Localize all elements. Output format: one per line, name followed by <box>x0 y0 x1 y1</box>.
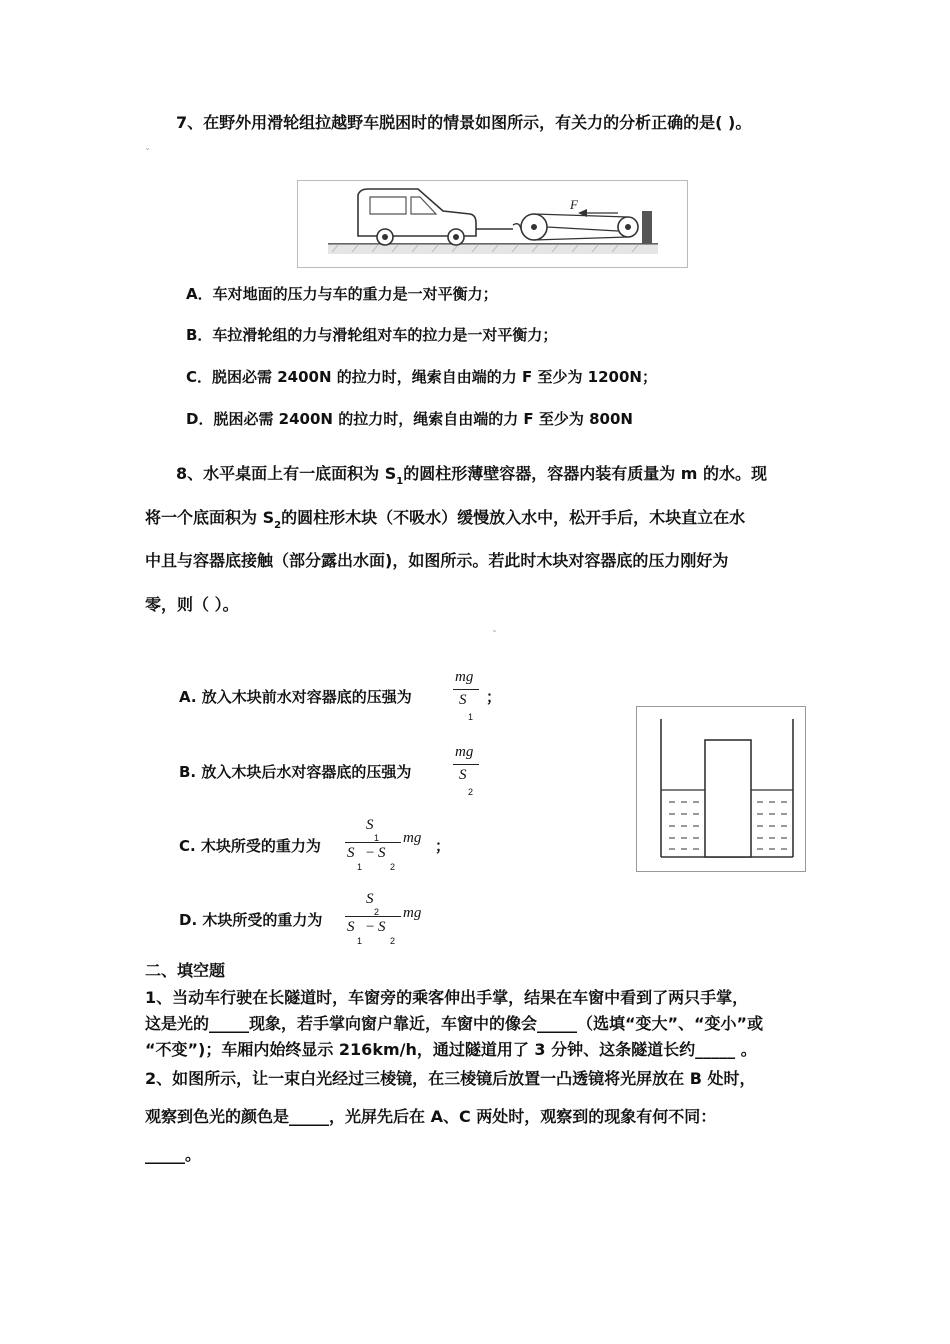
fill-q1-line-1: 1、当动车行驶在长隧道时，车窗旁的乘客伸出手掌，结果在车窗中看到了两只手掌， <box>145 988 749 1007</box>
fraction-c-bar <box>345 842 401 843</box>
fraction-b-numerator: mg <box>455 744 474 760</box>
force-label: F <box>570 197 578 212</box>
fraction-b-bar <box>453 764 479 765</box>
q7-option-c: C．脱困必需 2400N 的拉力时，绳索自由端的力 F 至少为 1200N； <box>186 368 657 386</box>
q8-line-2: 将一个底面积为 $S_2$的圆柱形木块（不吸水）缓慢放入水中，松开手后，木块直立在水 <box>145 508 746 531</box>
q8-option-c: C. 木块所受的重力为 <box>179 837 321 855</box>
q8-line-1: 8、水平桌面上有一底面积为 $S_1$的圆柱形薄壁容器，容器内装有质量为 m 的水。现 <box>176 464 768 487</box>
q8-option-a: A. 放入木块前水对容器底的压强为 <box>179 688 412 706</box>
paragraph-mark: ˇ <box>492 630 497 641</box>
fraction-b-sub: 2 <box>468 787 474 797</box>
fraction-d-numerator: S <box>366 891 374 907</box>
q7-option-d: D．脱困必需 2400N 的拉力时，绳索自由端的力 F 至少为 800N <box>186 410 633 428</box>
fraction-c-den-sub2: 2 <box>390 862 396 872</box>
q8-option-b: B. 放入木块后水对容器底的压强为 <box>179 763 412 781</box>
q8-figure <box>636 706 806 872</box>
fraction-c-num-sub: 1 <box>374 833 380 843</box>
fraction-d-minus: − <box>366 919 375 935</box>
fill-q1-line-2: 这是光的_____现象，若手掌向窗户靠近，车窗中的像会_____（选填“变大”、“变小”或 <box>145 1014 764 1033</box>
fraction-d-bar <box>345 916 401 917</box>
fraction-a-denominator: S <box>459 692 467 708</box>
fill-q2-line-3: _____。 <box>145 1145 202 1164</box>
fraction-d-den-sub1: 1 <box>357 936 363 946</box>
q8-line-3: 中且与容器底接触（部分露出水面)，如图所示。若此时木块对容器底的压力刚好为 <box>145 551 729 570</box>
fraction-a-sub: 1 <box>468 712 474 722</box>
fraction-c-minus: − <box>366 845 375 861</box>
wooden-block <box>705 740 751 857</box>
q7-option-a: A．车对地面的压力与车的重力是一对平衡力； <box>186 285 498 303</box>
fill-q2-line-2: 观察到色光的颜色是_____，光屏先后在 A、C 两处时，观察到的现象有何不同： <box>145 1107 717 1126</box>
car-pulley-diagram <box>298 181 687 267</box>
fraction-d-mg: mg <box>403 905 422 921</box>
fraction-a-numerator: mg <box>455 669 474 685</box>
q7-figure <box>297 180 688 268</box>
fraction-d-den-sub2: 2 <box>390 936 396 946</box>
container-block-diagram <box>637 707 805 871</box>
fraction-c-den-s1: S <box>347 845 355 861</box>
fraction-c-numerator: S <box>366 817 374 833</box>
section-heading: 二、填空题 <box>145 961 226 980</box>
paragraph-mark: ˇ <box>145 148 150 159</box>
q7-stem: 7、在野外用滑轮组拉越野车脱困时的情景如图所示，有关力的分析正确的是( )。 <box>176 113 752 132</box>
fraction-b-denominator: S <box>459 767 467 783</box>
fraction-c-den-sub1: 1 <box>357 862 363 872</box>
q8-option-d: D. 木块所受的重力为 <box>179 911 323 929</box>
fraction-a-bar <box>453 689 479 690</box>
fraction-d-den-s2: S <box>378 919 386 935</box>
fill-q1-line-3: “不变”)；车厢内始终显示 216km/h，通过隧道用了 3 分钟、这条隧道长约_____ 。 <box>145 1040 757 1059</box>
fraction-d-den-s1: S <box>347 919 355 935</box>
q7-option-b: B．车拉滑轮组的力与滑轮组对车的拉力是一对平衡力； <box>186 326 558 344</box>
fraction-c-den-s2: S <box>378 845 386 861</box>
fraction-c-mg: mg <box>403 830 422 846</box>
anchor-post <box>642 211 652 244</box>
semicolon: ； <box>435 837 451 855</box>
q8-line-4: 零，则（ ）。 <box>145 595 239 614</box>
fraction-d-num-sub: 2 <box>374 907 380 917</box>
semicolon: ； <box>486 688 502 706</box>
fill-q2-line-1: 2、如图所示，让一束白光经过三棱镜，在三棱镜后放置一凸透镜将光屏放在 B 处时， <box>145 1069 756 1088</box>
